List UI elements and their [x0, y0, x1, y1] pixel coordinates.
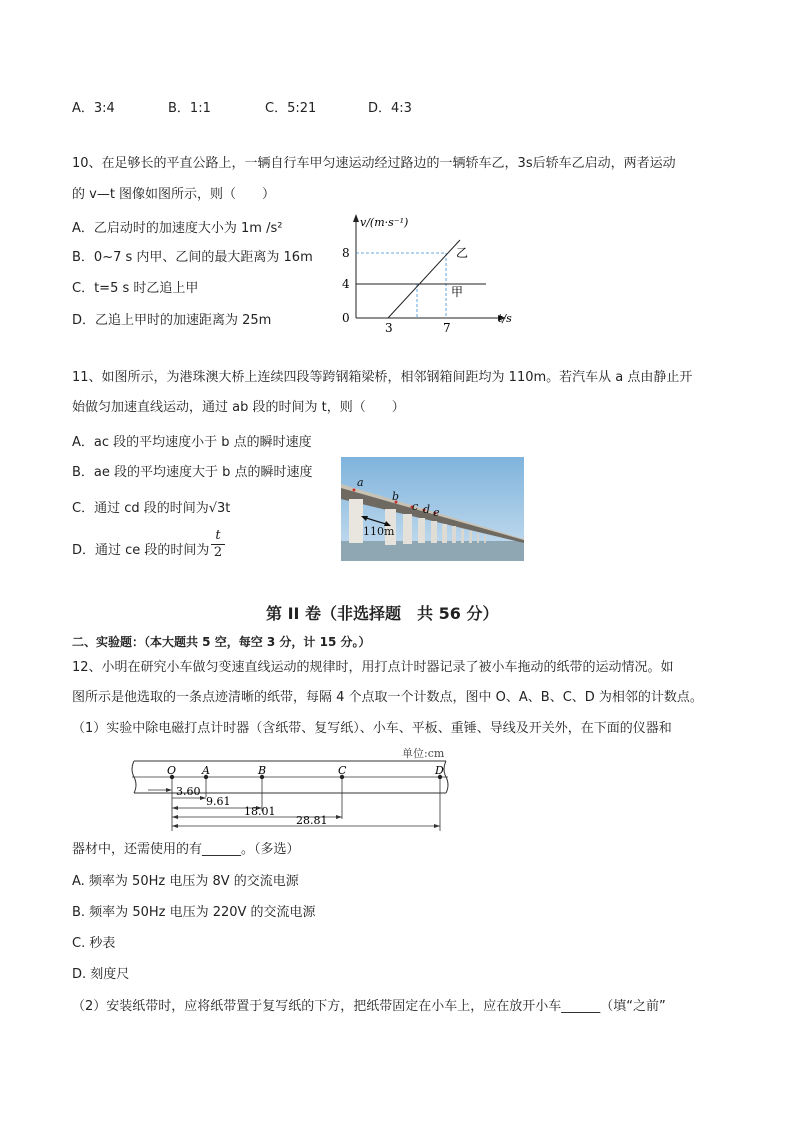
- bridge-label-span: 110m: [363, 525, 395, 538]
- q12-stem-line4: 器材中，还需使用的有______。（多选）: [72, 842, 300, 857]
- q10-option-a: A．乙启动时的加速度大小为 1m /s²: [72, 221, 283, 236]
- q12-stem-line1: 12、小明在研究小车做匀变速直线运动的规律时，用打点计时器记录了被小车拖动的纸带的运动情况。如: [72, 660, 674, 675]
- vt-graph-label-jia: 甲: [451, 285, 464, 299]
- q11-fraction-numerator: t: [215, 528, 221, 543]
- tape-distance-oc: 18.01: [244, 805, 276, 818]
- vt-graph-origin: 0: [342, 311, 350, 325]
- vt-graph: [330, 212, 520, 334]
- q9-option-d: D．4:3: [368, 101, 412, 116]
- q12-option-a: A. 频率为 50Hz 电压为 8V 的交流电源: [72, 874, 299, 889]
- q11-fraction-denominator: 2: [213, 545, 223, 560]
- q11-stem-line2: 始做匀加速直线运动，通过 ab 段的时间为 t，则（ ）: [72, 400, 405, 415]
- q11-option-b: B．ae 段的平均速度大于 b 点的瞬时速度: [72, 465, 313, 480]
- bridge-photo: [341, 457, 524, 561]
- q11-fraction: [211, 528, 225, 561]
- tape-distance-ob: 9.61: [206, 795, 231, 808]
- section-heading: 二、实验题：（本大题共 5 空，每空 3 分，计 15 分。）: [72, 635, 371, 649]
- tape-distance-oa: 3.60: [176, 785, 201, 798]
- q10-stem-line2: 的 v—t 图像如图所示，则（ ）: [72, 187, 276, 202]
- tape-point-b: B: [258, 764, 267, 777]
- q11-option-d-text: D．通过 ce 段的时间为: [72, 543, 210, 558]
- vt-graph-x-label: t/s: [498, 312, 512, 325]
- q12-option-c: C. 秒表: [72, 936, 116, 951]
- vt-graph-x-tick-7: 7: [443, 321, 451, 334]
- q9-options: [72, 99, 472, 119]
- q11-option-d: [72, 541, 209, 561]
- tape-point-d: D: [435, 764, 444, 777]
- q11-option-a: A．ac 段的平均速度小于 b 点的瞬时速度: [72, 435, 312, 450]
- vt-graph-x-tick-3: 3: [385, 321, 393, 334]
- q12-stem-line5: （2）安装纸带时，应将纸带置于复写纸的下方，把纸带固定在小车上，应在放开小车______（填“之前”: [72, 999, 666, 1014]
- q10-option-d: D．乙追上甲时的加速距离为 25m: [72, 313, 272, 328]
- tape-distance-od: 28.81: [296, 814, 328, 827]
- q9-option-b: B．1:1: [168, 101, 211, 116]
- tape-point-a: A: [202, 764, 210, 777]
- vt-graph-label-yi: 乙: [456, 246, 469, 260]
- vt-graph-line-yi: [388, 240, 460, 318]
- tape-unit: 单位:cm: [402, 747, 445, 760]
- bridge-label-a: a: [357, 476, 364, 489]
- q12-option-b: B. 频率为 50Hz 电压为 220V 的交流电源: [72, 905, 316, 920]
- vt-graph-y-label: v/(m·s⁻¹): [360, 216, 409, 229]
- vt-graph-y-tick-8: 8: [342, 246, 350, 260]
- q12-option-d: D. 刻度尺: [72, 967, 130, 982]
- q11-stem-line1: 11、如图所示，为港珠澳大桥上连续四段等跨钢箱梁桥，相邻钢箱间距均为 110m。若汽车从 a 点由静止开: [72, 370, 693, 385]
- tape-point-c: C: [338, 764, 347, 777]
- bridge-label-c: c: [412, 500, 419, 513]
- q9-option-c: C．5:21: [265, 101, 317, 116]
- bridge-label-d: d: [423, 503, 431, 516]
- vt-graph-y-tick-4: 4: [342, 277, 350, 291]
- tape-point-o: O: [167, 764, 177, 777]
- q10-option-c: C．t=5 s 时乙追上甲: [72, 281, 199, 296]
- q10-stem-line1: 10、在足够长的平直公路上，一辆自行车甲匀速运动经过路边的一辆轿车乙，3s后轿车乙启动，两者运动: [72, 156, 676, 171]
- q10-option-b: B．0~7 s 内甲、乙间的最大距离为 16m: [72, 250, 313, 265]
- section-title: 第 II 卷（非选择题 共 56 分）: [266, 604, 499, 623]
- paper-tape-figure: [126, 745, 456, 835]
- bridge-label-b: b: [392, 490, 400, 503]
- bridge-label-e: e: [433, 506, 440, 519]
- q9-option-a: A．3:4: [72, 101, 115, 116]
- q12-stem-line3: （1）实验中除电磁打点计时器（含纸带、复写纸）、小车、平板、重锤、导线及开关外，在下面的仪器和: [72, 721, 672, 736]
- vt-graph-y-arrow: [353, 214, 359, 222]
- q12-stem-line2: 图所示是他选取的一条点迹清晰的纸带，每隔 4 个点取一个计数点，图中 O、A、B、C、D 为相邻的计数点。: [72, 690, 703, 705]
- q11-option-c: C．通过 cd 段的时间为√3t: [72, 501, 231, 516]
